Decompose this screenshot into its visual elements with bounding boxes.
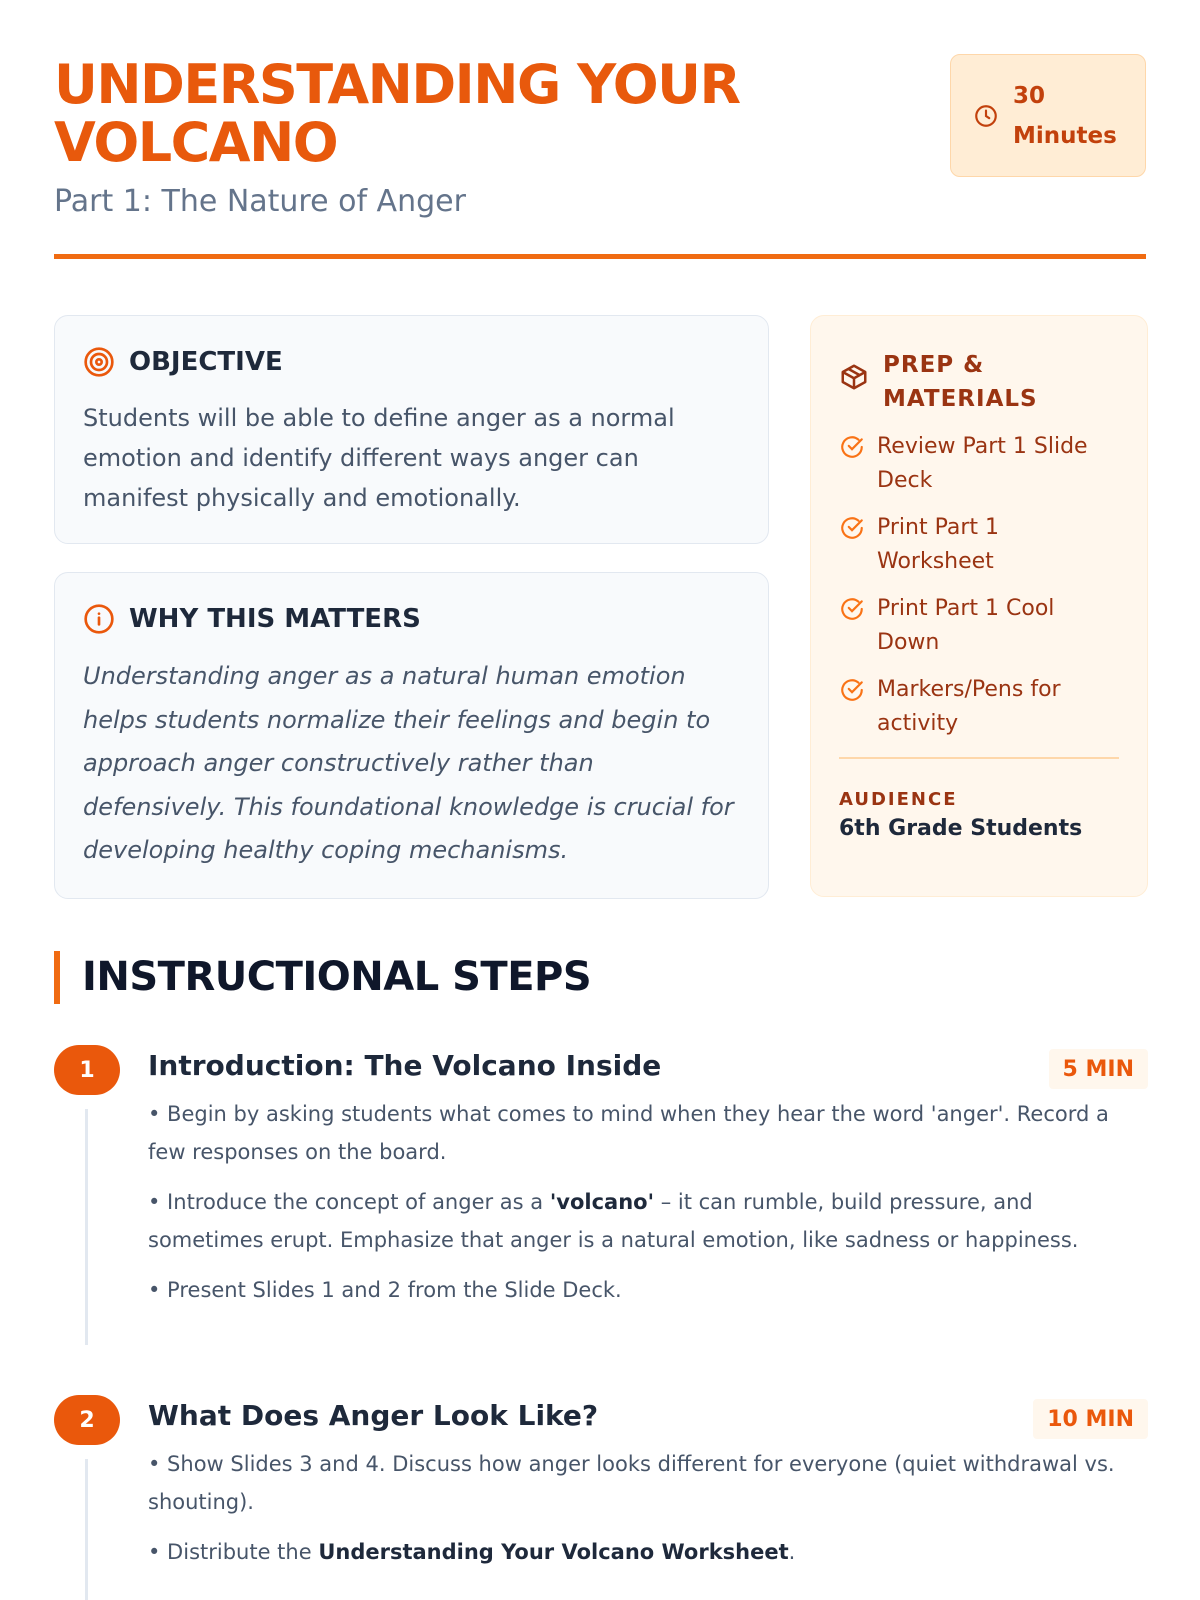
step-body: [148, 1095, 1148, 1321]
header-divider: [54, 254, 1146, 259]
prep-list: [839, 430, 1119, 741]
objective-title: OBJECTIVE: [129, 347, 283, 377]
step-bullet: • Show Slides 3 and 4. Discuss how anger looks different for everyone (quiet withdrawal vs. shouting).: [148, 1452, 1115, 1514]
step-number-badge: 2: [54, 1395, 120, 1445]
why-matters-card: [54, 572, 769, 899]
steps-heading: INSTRUCTIONAL STEPS: [54, 951, 591, 1004]
page-title: UNDERSTANDING YOUR VOLCANO: [54, 53, 740, 174]
check-circle-icon: [839, 596, 865, 622]
prep-title: PREP & MATERIALS: [883, 352, 1038, 412]
step-bullet: • Present Slides 1 and 2 from the Slide Deck.: [148, 1278, 622, 1302]
step-number-badge: 1: [54, 1045, 120, 1095]
step-title: What Does Anger Look Like?: [148, 1399, 599, 1432]
prep-materials-card: [810, 315, 1148, 897]
prep-item: [839, 511, 1119, 579]
prep-item: [839, 592, 1119, 660]
step-timeline-line: [85, 1459, 88, 1600]
clock-icon: [973, 103, 999, 129]
info-icon: [83, 603, 115, 635]
step-bullet: • Distribute the Understanding Your Volcano Worksheet.: [148, 1540, 796, 1564]
target-icon: [83, 346, 115, 378]
prep-item-label: Markers/Pens for activity: [877, 677, 1061, 736]
duration-value: 30: [1013, 82, 1046, 109]
package-icon: [839, 362, 869, 392]
bold-term: 'volcano': [549, 1190, 655, 1214]
audience-label: AUDIENCE: [839, 788, 958, 810]
prep-item-label: Review Part 1 Slide Deck: [877, 434, 1088, 493]
audience-value: 6th Grade Students: [839, 815, 1083, 841]
duration-unit: Minutes: [1013, 122, 1117, 149]
step-title: Introduction: The Volcano Inside: [148, 1049, 662, 1082]
check-circle-icon: [839, 434, 865, 460]
duration-badge: [950, 54, 1146, 177]
prep-item-label: Print Part 1 Worksheet: [877, 515, 1000, 574]
left-column: [54, 315, 769, 899]
why-matters-title: WHY THIS MATTERS: [129, 604, 421, 634]
step-duration-badge: 5 MIN: [1049, 1049, 1148, 1089]
step-body: [148, 1445, 1148, 1583]
prep-item: [839, 673, 1119, 741]
step-item: [54, 1395, 1148, 1600]
check-circle-icon: [839, 677, 865, 703]
step-duration-badge: 10 MIN: [1033, 1399, 1148, 1439]
check-circle-icon: [839, 515, 865, 541]
header: [54, 0, 1146, 258]
page-subtitle: Part 1: The Nature of Anger: [54, 184, 466, 219]
prep-item: [839, 430, 1119, 498]
why-matters-text: Understanding anger as a natural human emotion helps students normalize their feelings and begin to approach anger constructively rather than defensively. This foundational knowledge is crucial for developing healthy coping mechanisms.: [83, 662, 734, 864]
objective-text: Students will be able to define anger as a normal emotion and identify different ways anger can manifest physically and emotionally.: [83, 404, 675, 512]
step-item: [54, 1045, 1148, 1345]
prep-item-label: Print Part 1 Cool Down: [877, 596, 1055, 655]
step-bullet: • Begin by asking students what comes to mind when they hear the word 'anger'. Record a few responses on the board.: [148, 1102, 1109, 1164]
objective-card: [54, 315, 769, 544]
step-bullet: • Introduce the concept of anger as a 'volcano' – it can rumble, build pressure, and sometimes erupt. Emphasize that anger is a natural emotion, like sadness or happiness.: [148, 1190, 1079, 1252]
prep-divider: [839, 757, 1119, 759]
step-timeline-line: [85, 1109, 88, 1345]
bold-term: Understanding Your Volcano Worksheet: [318, 1540, 789, 1564]
